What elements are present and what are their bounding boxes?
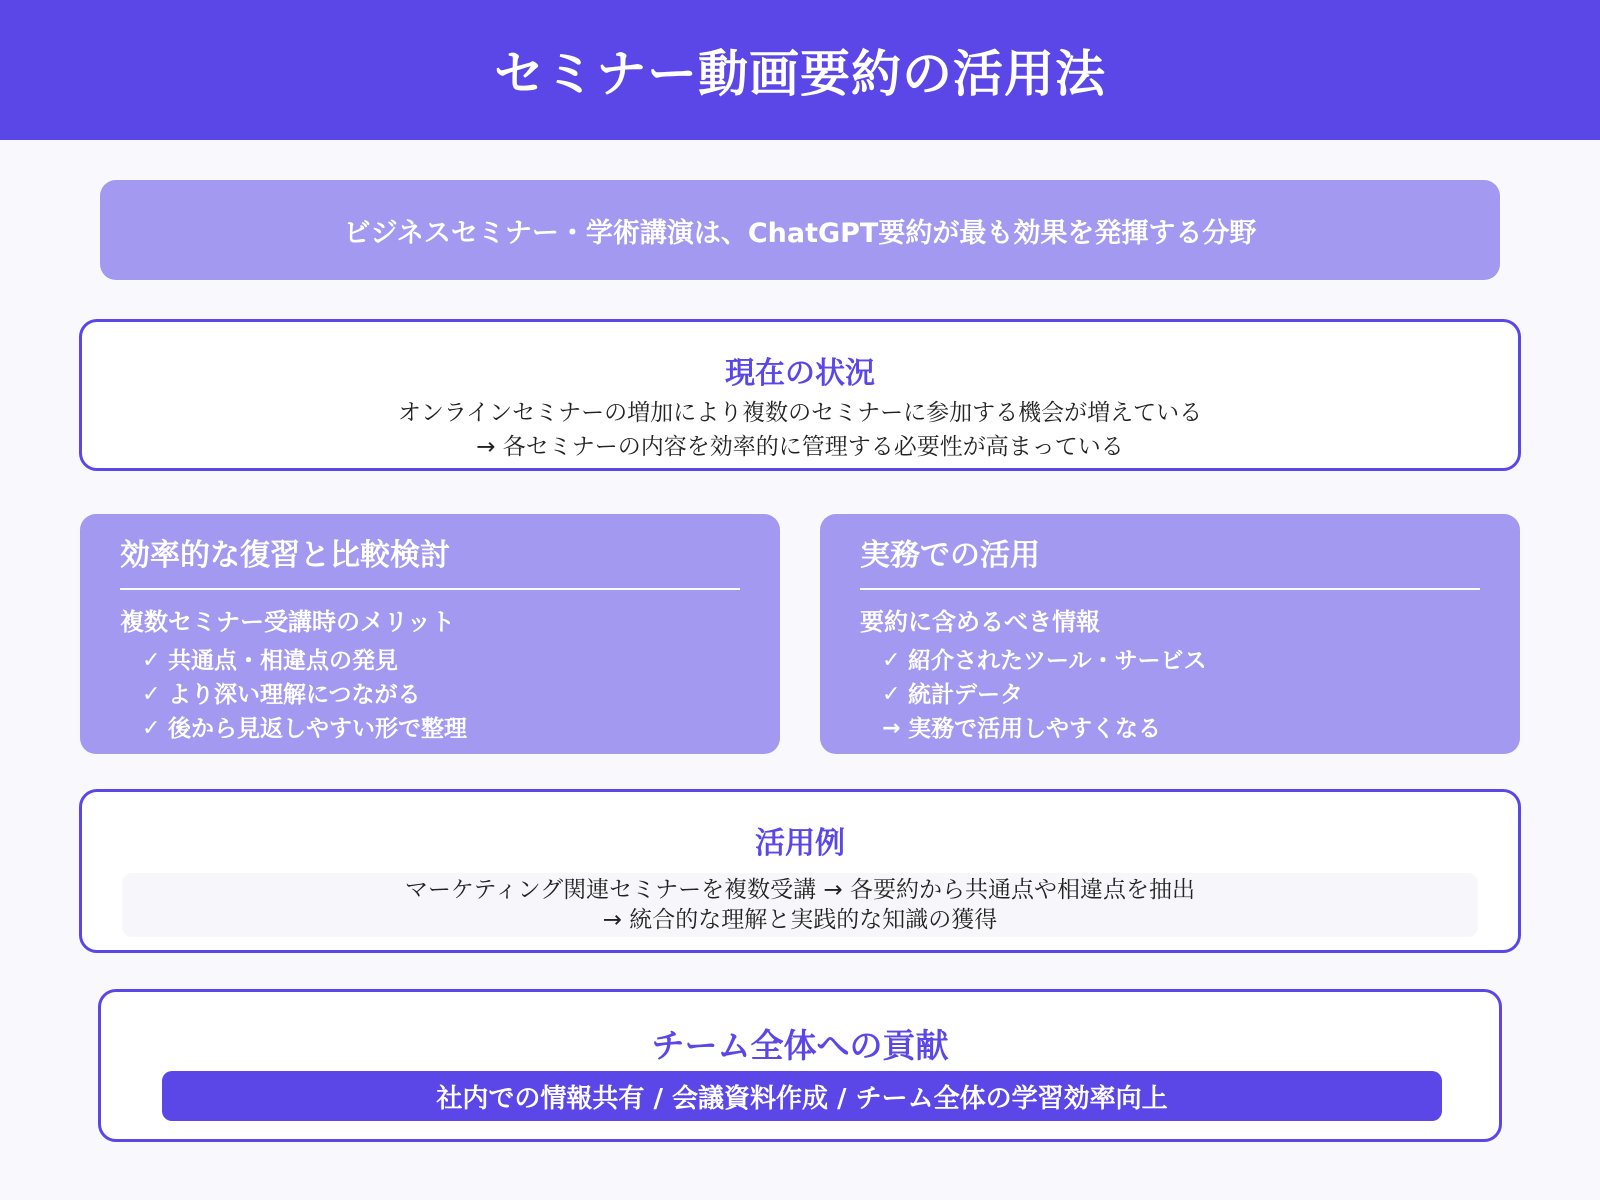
- list-item-text: 共通点・相違点の発見: [168, 648, 398, 674]
- list-item: [882, 678, 1480, 712]
- list-item-text: 実務で活用しやすくなる: [908, 716, 1161, 742]
- practice-card: [820, 514, 1520, 754]
- list-item: [142, 712, 740, 746]
- example-line-2: → 統合的な理解と実践的な知識の獲得: [602, 907, 998, 933]
- current-situation-title: 現在の状況: [725, 356, 875, 391]
- review-card-title: 効率的な復習と比較検討: [120, 538, 450, 573]
- check-icon: ✓: [142, 648, 161, 673]
- current-situation-box: [79, 319, 1521, 471]
- team-contribution-bar: [162, 1071, 1442, 1121]
- check-icon: ✓: [882, 648, 901, 673]
- check-icon: ✓: [142, 716, 161, 741]
- review-card-divider: [120, 588, 740, 590]
- practice-card-title: 実務での活用: [860, 538, 1040, 573]
- list-item-text: 紹介されたツール・サービス: [908, 648, 1207, 674]
- summary-banner-text: ビジネスセミナー・学術講演は、ChatGPT要約が最も効果を発揮する分野: [343, 217, 1257, 249]
- summary-banner: [100, 180, 1500, 280]
- list-item: [142, 644, 740, 678]
- header: [0, 0, 1600, 140]
- practice-card-divider: [860, 588, 1480, 590]
- check-icon: ✓: [142, 682, 161, 707]
- team-contribution-title: チーム全体への貢献: [651, 1026, 949, 1065]
- arrow-right-icon: →: [882, 716, 901, 741]
- review-card-subtitle: 複数セミナー受講時のメリット: [120, 608, 456, 636]
- team-contribution-text: 社内での情報共有 / 会議資料作成 / チーム全体の学習効率向上: [436, 1083, 1168, 1114]
- list-item-text: 統計データ: [908, 682, 1023, 708]
- example-box: [79, 789, 1521, 953]
- example-title: 活用例: [755, 826, 845, 861]
- review-card-list: [120, 644, 740, 746]
- practice-card-list: [860, 644, 1480, 746]
- list-item-text: より深い理解につながる: [168, 682, 421, 708]
- practice-card-subtitle: 要約に含めるべき情報: [860, 608, 1100, 636]
- list-item-text: 後から見返しやすい形で整理: [168, 716, 467, 742]
- example-line-1: マーケティング関連セミナーを複数受講 → 各要約から共通点や相違点を抽出: [404, 877, 1196, 903]
- team-contribution-box: [98, 989, 1502, 1142]
- list-item: [142, 678, 740, 712]
- list-item: [882, 712, 1480, 746]
- list-item: [882, 644, 1480, 678]
- example-content: [122, 873, 1478, 937]
- current-situation-line-1: オンラインセミナーの増加により複数のセミナーに参加する機会が増えている: [397, 400, 1203, 426]
- page-title: セミナー動画要約の活用法: [494, 45, 1106, 103]
- check-icon: ✓: [882, 682, 901, 707]
- current-situation-line-2: → 各セミナーの内容を効率的に管理する必要性が高まっている: [476, 434, 1124, 460]
- review-card: [80, 514, 780, 754]
